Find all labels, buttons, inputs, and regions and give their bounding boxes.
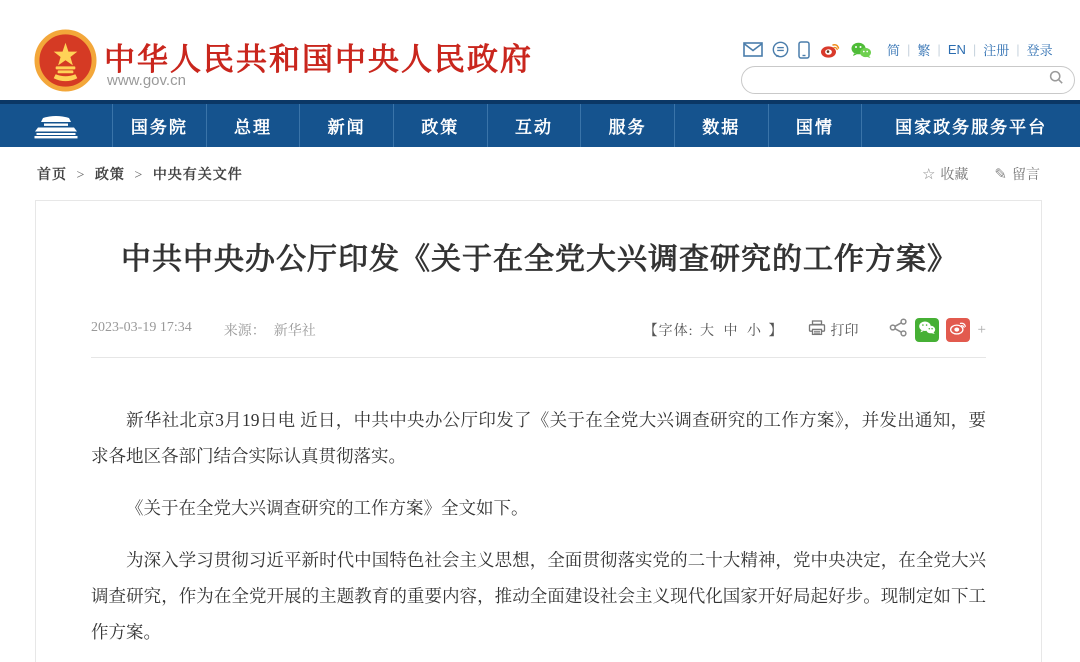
article-paragraph: 《关于在全党大兴调查研究的工作方案》全文如下。 [126,498,529,518]
nav-item-services[interactable]: 服务 [580,104,674,147]
source-label: 来源： [223,324,266,339]
topbar-utilities [743,40,1053,59]
nav-item-news[interactable]: 新闻 [299,104,393,147]
font-ctl-open: 【字体: [643,324,694,339]
printer-icon [808,320,826,341]
breadcrumb-home[interactable]: 首页 [37,168,67,183]
source-value[interactable]: 新华社 [273,324,316,339]
share-group [889,318,986,342]
search-icon[interactable] [1049,70,1064,90]
publish-date: 2023-03-19 17:34 [91,320,192,335]
mail-icon[interactable] [743,42,763,57]
print-button[interactable] [808,320,859,341]
lang-english-link[interactable]: EN [947,42,966,57]
separator: | [937,42,941,57]
more-share-button[interactable]: + [977,321,986,338]
nav-item-policy[interactable]: 政策 [393,104,487,147]
search-bar [741,66,1075,94]
nav-item-gov-service-platform[interactable]: 国家政务服务平台 [861,104,1080,147]
pencil-icon: ✎ [994,166,1007,183]
breadcrumb-separator: > [76,168,86,183]
nav-home-gate-icon[interactable] [0,104,112,147]
article-card [35,200,1042,662]
main-nav [0,100,1080,147]
lang-and-account-links [887,40,1053,59]
page-actions [922,164,1040,184]
font-size-small[interactable]: 小 [747,324,763,339]
message-bubble-icon[interactable] [772,41,789,58]
star-icon: ☆ [921,166,936,183]
site-header [0,0,1080,100]
breadcrumb-central-documents[interactable]: 中央有关文件 [152,168,243,183]
nav-item-interaction[interactable]: 互动 [487,104,581,147]
article-meta-row [91,318,986,342]
separator: | [907,42,911,57]
favorite-button[interactable] [922,164,968,184]
weibo-icon[interactable] [819,41,841,59]
site-title: 中华人民共和国中央人民政府 [104,42,533,77]
font-size-large[interactable]: 大 [700,324,716,339]
article-body [91,402,986,650]
article-paragraph: 新华社北京3月19日电 近日，中共中央办公厅印发了《关于在全党大兴调查研究的工作方案》，并发出通知，要求各地区各部门结合实际认真贯彻落实。 [91,410,986,466]
article-paragraph: 为深入学习贯彻习近平新时代中国特色社会主义思想，全面贯彻落实党的二十大精神，党中央决定，在全党大兴调查研究，作为在全党开展的主题教育的重要内容，推动全面建设社会主义现代化国家开好局起好步。现制定如下工作方案。 [91,550,986,642]
breadcrumb-policy[interactable]: 政策 [94,168,125,183]
breadcrumb [37,164,243,184]
print-label: 打印 [830,324,859,339]
register-link[interactable]: 注册 [983,43,1010,58]
article-meta-right [644,318,986,342]
search-input[interactable] [742,73,1049,88]
article-meta-left [91,320,316,340]
font-ctl-close: 】 [768,324,784,339]
wechat-icon[interactable] [850,41,872,59]
wechat-share-icon [918,320,936,340]
message-button[interactable] [994,164,1040,184]
nav-item-premier[interactable]: 总理 [206,104,300,147]
share-wechat-button[interactable] [915,318,939,342]
weibo-share-icon [949,320,967,340]
separator: | [1016,42,1020,57]
nav-item-state-council[interactable]: 国务院 [112,104,206,147]
font-size-control [644,320,784,340]
national-emblem-icon [34,29,97,92]
share-weibo-button[interactable] [946,318,970,342]
share-icon[interactable] [889,318,908,342]
mobile-icon[interactable] [798,41,810,59]
breadcrumb-separator: > [134,168,144,183]
lang-traditional-link[interactable]: 繁 [917,43,931,58]
favorite-label: 收藏 [940,168,969,183]
font-size-medium[interactable]: 中 [723,324,739,339]
login-link[interactable]: 登录 [1026,43,1053,58]
nav-item-national-conditions[interactable]: 国情 [768,104,862,147]
message-label: 留言 [1012,168,1040,183]
meta-divider [91,357,986,358]
breadcrumb-row [0,147,1080,200]
nav-item-data[interactable]: 数据 [674,104,768,147]
separator: | [972,42,977,57]
lang-simplified-link[interactable]: 简 [887,43,901,58]
site-url: www.gov.cn [107,72,186,89]
article-title: 中共中央办公厅印发《关于在全党大兴调查研究的工作方案》 [121,243,958,276]
